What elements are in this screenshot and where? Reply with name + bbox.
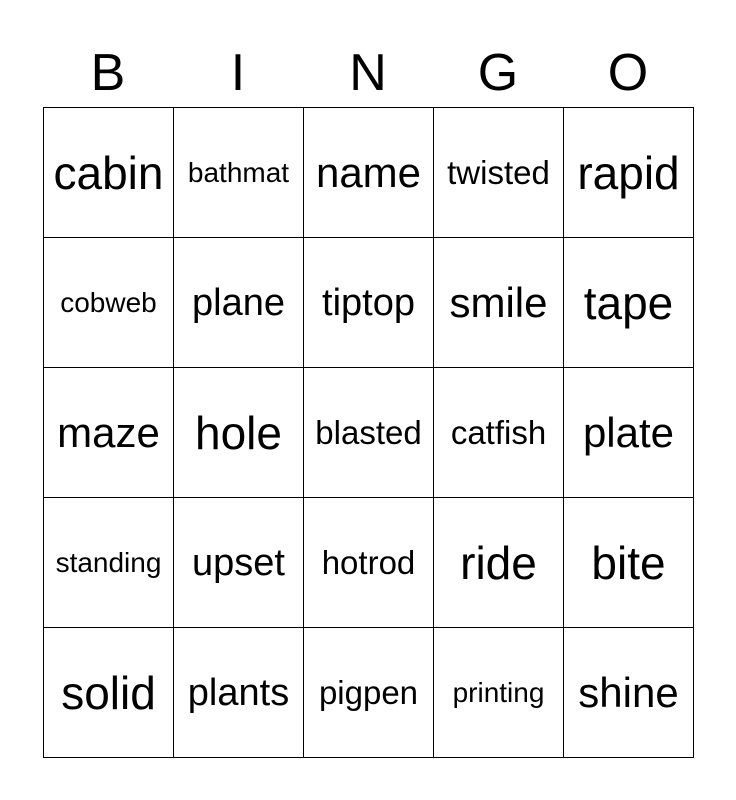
bingo-board: [43, 107, 694, 758]
bingo-cell[interactable]: plane: [174, 238, 304, 368]
bingo-cell[interactable]: tape: [564, 238, 694, 368]
bingo-cell[interactable]: rapid: [564, 108, 694, 238]
bingo-cell[interactable]: upset: [174, 498, 304, 628]
bingo-cell[interactable]: hotrod: [304, 498, 434, 628]
bingo-cell[interactable]: hole: [174, 368, 304, 498]
bingo-cell[interactable]: cabin: [44, 108, 174, 238]
bingo-cell[interactable]: catfish: [434, 368, 564, 498]
bingo-header: [43, 40, 693, 106]
bingo-cell[interactable]: pigpen: [304, 628, 434, 758]
bingo-cell[interactable]: shine: [564, 628, 694, 758]
bingo-cell[interactable]: twisted: [434, 108, 564, 238]
bingo-cell[interactable]: bathmat: [174, 108, 304, 238]
header-letter-i: I: [230, 44, 246, 102]
bingo-cell[interactable]: plate: [564, 368, 694, 498]
bingo-cell[interactable]: ride: [434, 498, 564, 628]
bingo-cell[interactable]: solid: [44, 628, 174, 758]
bingo-cell[interactable]: name: [304, 108, 434, 238]
bingo-cell[interactable]: bite: [564, 498, 694, 628]
bingo-cell[interactable]: plants: [174, 628, 304, 758]
header-letter-g: G: [477, 44, 519, 102]
header-letter-b: B: [90, 44, 126, 102]
header-letter-o: O: [607, 44, 649, 102]
bingo-cell[interactable]: smile: [434, 238, 564, 368]
bingo-cell[interactable]: standing: [44, 498, 174, 628]
bingo-cell[interactable]: tiptop: [304, 238, 434, 368]
bingo-cell[interactable]: maze: [44, 368, 174, 498]
bingo-cell[interactable]: cobweb: [44, 238, 174, 368]
header-letter-n: N: [349, 44, 387, 102]
bingo-cell[interactable]: blasted: [304, 368, 434, 498]
bingo-cell[interactable]: printing: [434, 628, 564, 758]
